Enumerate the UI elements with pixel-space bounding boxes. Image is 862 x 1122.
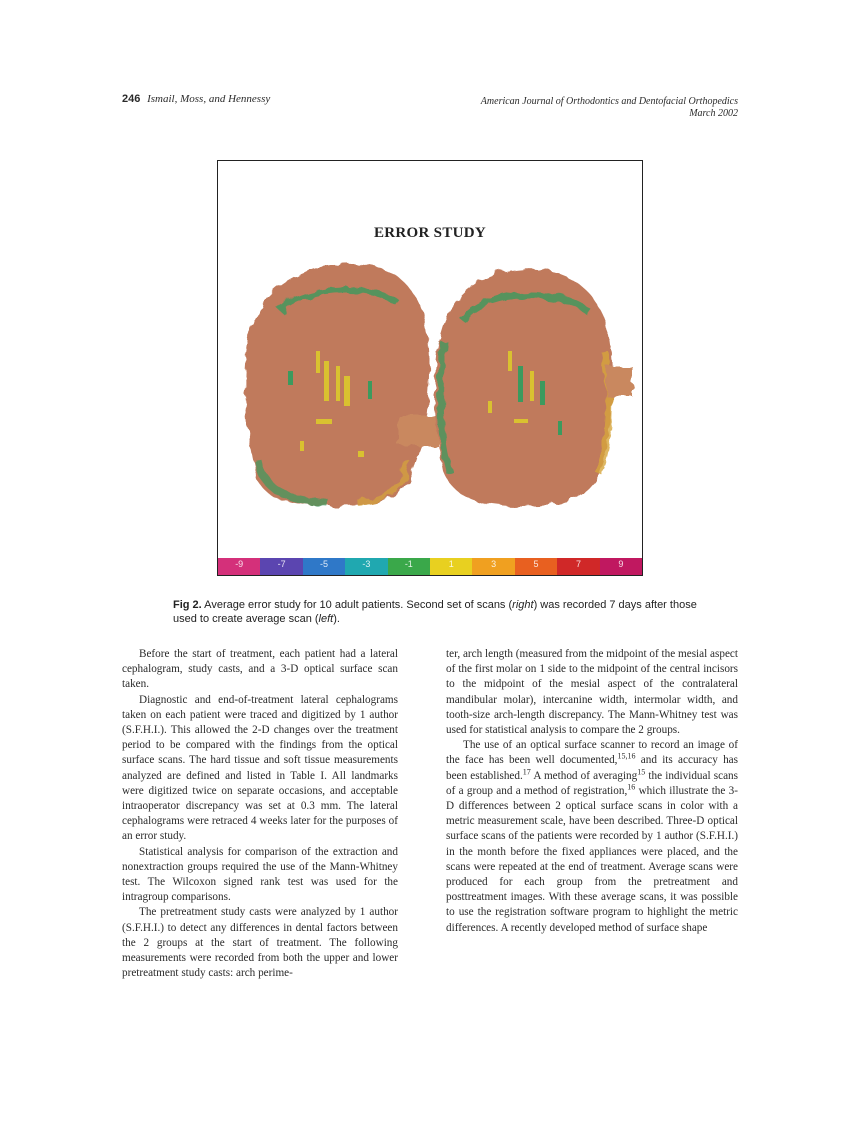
scale-label: -7	[277, 559, 286, 569]
reference[interactable]: 15,16	[617, 751, 636, 761]
face-scans-image	[218, 161, 643, 561]
paragraph: Diagnostic and end-of-treatment lateral cephalograms taken on each patient were traced and digitized by 1 author (S.F.H.I.). This allowed the 2-D changes over the treatment period to be compared with the findings from the optical surface scans. The hard tissue and soft tissue measurements analyzed are defined and listed in Table I. All landmarks were digitized twice on separate occasions, and acceptable intraoperator discrepancy was set at 0.3 mm. The lateral cephalograms were retraced 4 weeks later for the purposes of an error study.	[122, 693, 398, 843]
scale-label: 7	[575, 559, 581, 569]
issue-date: March 2002	[689, 108, 738, 119]
reference[interactable]: 15	[637, 766, 646, 776]
reference[interactable]: 16	[627, 782, 636, 792]
scale-segment	[303, 558, 345, 575]
paragraph: ter, arch length (measured from the midpoint of the mesial aspect of the first molar on 1 side to the midpoint of the central incisors to the midpoint of the mesial aspect of the contralateral mandibular molar), intercanine width, intermolar width, and tooth-size arch-length discrepancy. The Mann-Whitney test was used for statistical analysis to compare the 2 groups.	[446, 648, 738, 737]
color-scale-bar	[218, 558, 642, 575]
paragraph-with-references: The use of an optical surface scanner to record an image of the face has been well documented,$^{15,16}$ and its accuracy has been established.$^{17}$ A method of averaging$^{15}$ the individual scans of a group and a method of registration,$^{16}$ which illustrate the 3-D differences between 2 optical surface scans in color with a metric measurement scale, have been described. Three-D optical surface scans of the patients were recorded by 1 author (S.F.H.I.) in the month before the fixed appliances were placed, and the scans were repeated at the end of treatment. Average scans were produced for each group from the pretreatment and posttreatment images. With these average scans, it was possible to use the registration software program to highlight the metric differences. A recently developed method of surface shape	[446, 739, 738, 934]
caption-label: Fig 2.	[173, 599, 202, 611]
scale-label: 5	[533, 559, 539, 569]
scale-segment	[600, 558, 642, 575]
page-number: 246	[122, 93, 141, 105]
scale-label: 9	[618, 559, 624, 569]
scale-segment	[260, 558, 302, 575]
scale-segment	[430, 558, 472, 575]
scale-label: -9	[235, 559, 244, 569]
running-header-right	[481, 96, 738, 120]
scale-label: -1	[404, 559, 413, 569]
scale-label: 1	[448, 559, 454, 569]
paragraph: Statistical analysis for comparison of the extraction and nonextraction groups required the use of the Mann-Whitney test. The Wilcoxon signed rank test was used for the intragroup comparisons.	[122, 845, 398, 904]
scale-label: 3	[491, 559, 497, 569]
scale-label: -3	[362, 559, 371, 569]
figure-2	[217, 160, 643, 576]
scale-segment	[472, 558, 514, 575]
journal-name: American Journal of Orthodontics and Dentofacial Orthopedics	[480, 96, 738, 107]
running-authors: Ismail, Moss, and Hennessy	[147, 93, 271, 105]
running-header-left	[122, 93, 270, 105]
text-column-right	[446, 647, 738, 936]
paragraph: The pretreatment study casts were analyzed by 1 author (S.F.H.I.) to detect any differences in dental factors between the 2 groups at the start of treatment. The following measurements were recorded from both the upper and lower pretreatment study casts: arch perime-	[122, 906, 398, 980]
scale-label: -5	[320, 559, 329, 569]
scale-segment	[388, 558, 430, 575]
paragraph: Before the start of treatment, each patient had a lateral cephalogram, study casts, and a 3-D optical surface scan taken.	[122, 648, 398, 691]
scale-segment	[515, 558, 557, 575]
scale-segment	[218, 558, 260, 575]
text-column-left	[122, 647, 398, 981]
left-average-scan	[245, 263, 438, 506]
figure-caption	[173, 598, 713, 626]
scale-segment	[345, 558, 387, 575]
reference[interactable]: 17	[522, 766, 531, 776]
caption-text: Average error study for 10 adult patients. Second set of scans (right) was recorded 7 days after those used to create average scan (left).	[173, 599, 697, 625]
scale-segment	[557, 558, 599, 575]
figure-title: ERROR STUDY	[373, 225, 487, 241]
